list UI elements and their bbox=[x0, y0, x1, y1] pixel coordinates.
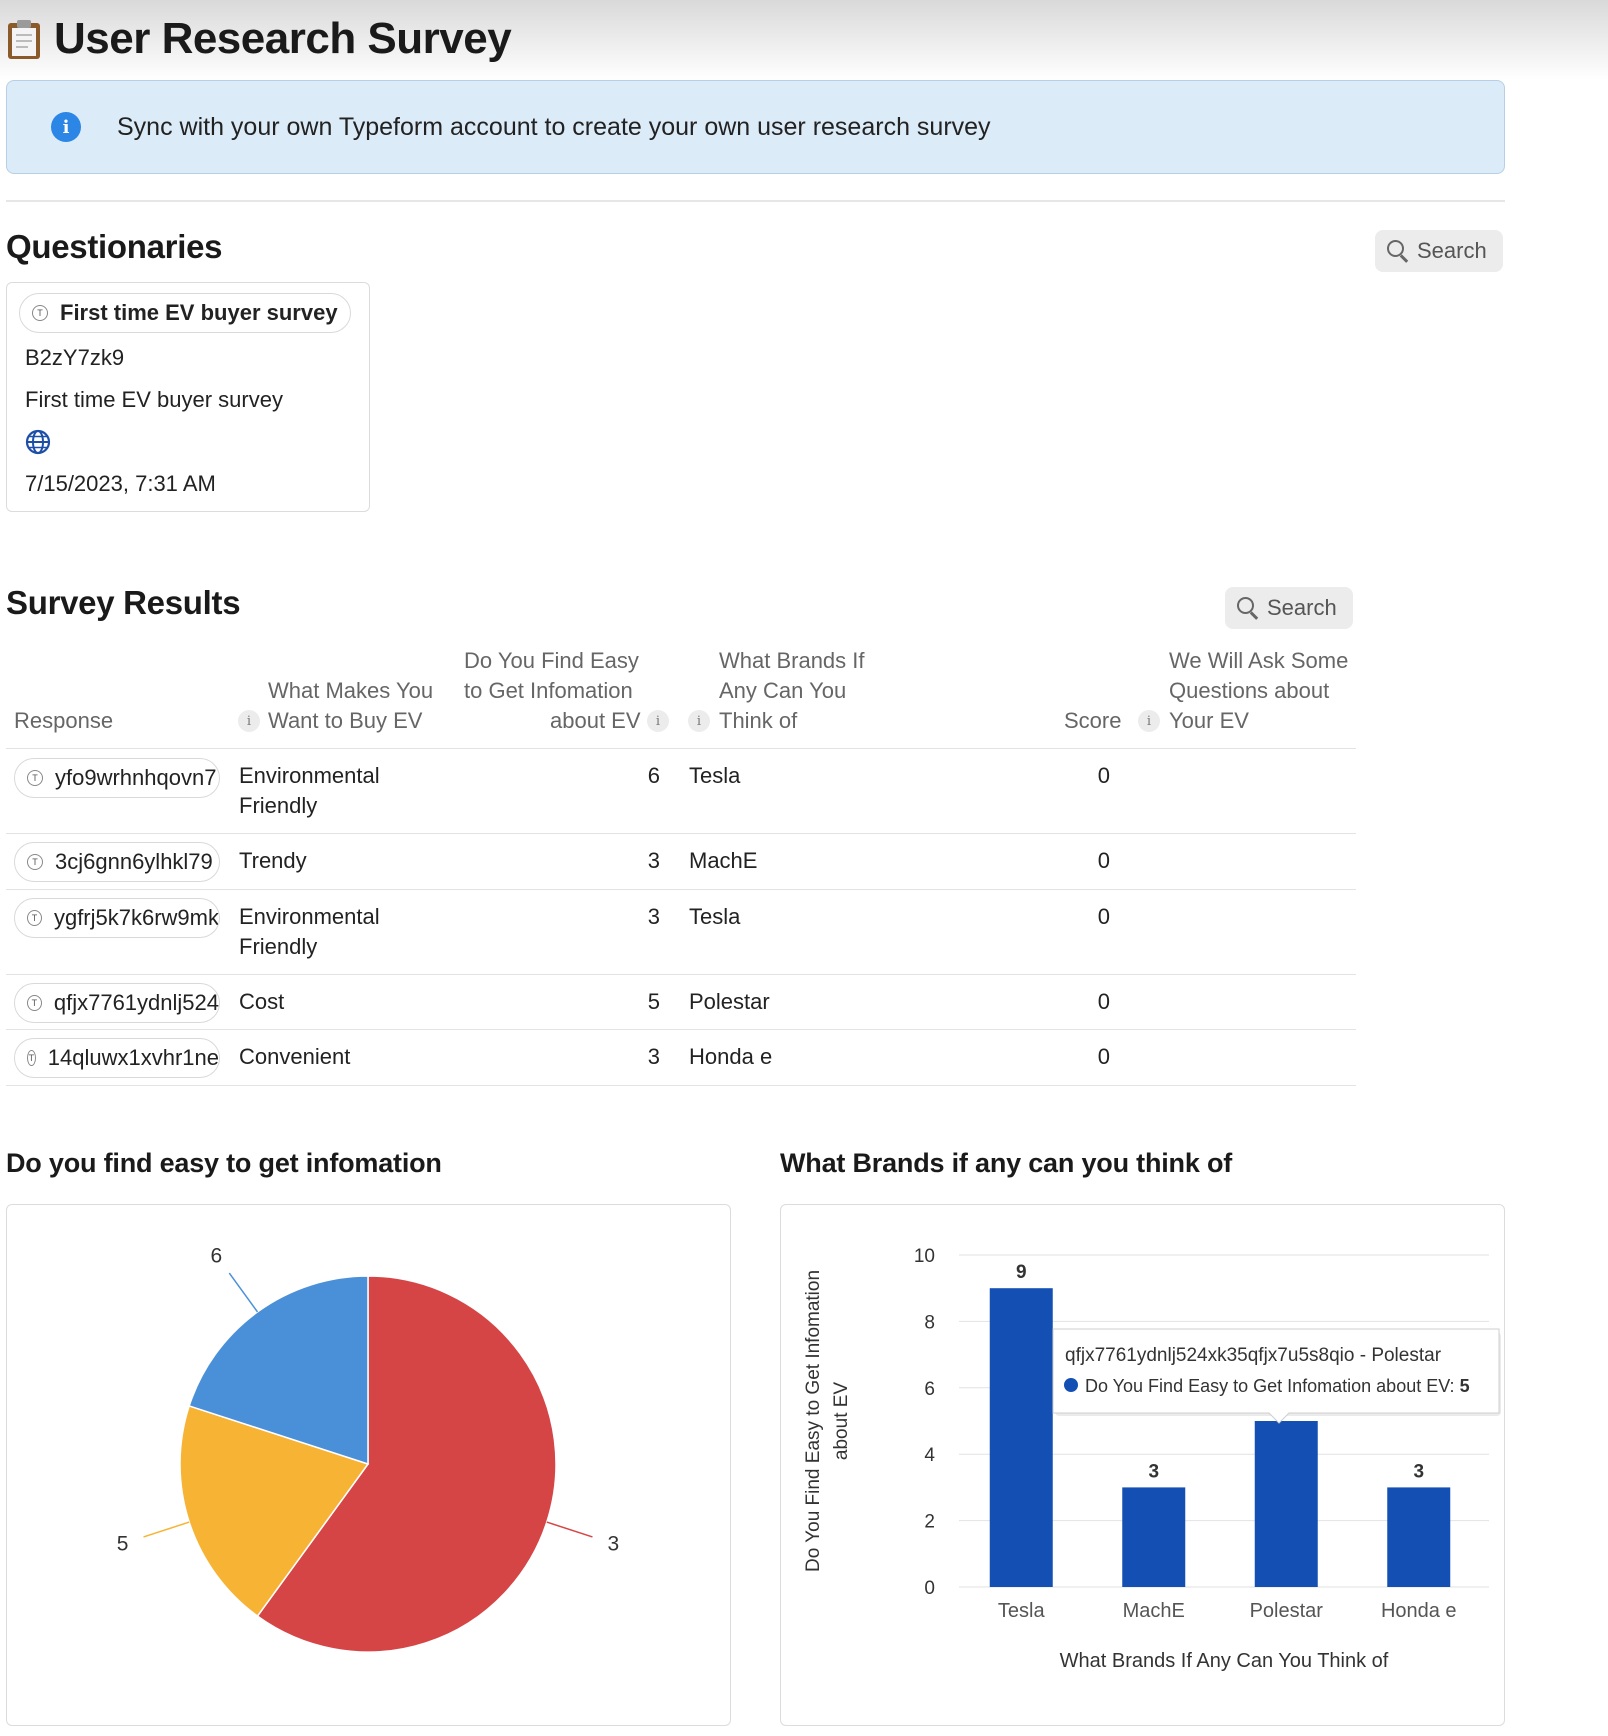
bar-chart-title: What Brands if any can you think of bbox=[780, 1148, 1233, 1178]
cell-brand: Tesla bbox=[689, 904, 741, 929]
pie-chart bbox=[7, 1205, 732, 1727]
row-divider bbox=[6, 889, 1356, 890]
pie-data-label: 3 bbox=[607, 1532, 620, 1556]
questionary-chip-label: First time EV buyer survey bbox=[60, 300, 338, 325]
row-divider bbox=[6, 748, 1356, 749]
banner-text: Sync with your own Typeform account to create your own user research survey bbox=[117, 112, 991, 141]
info-banner bbox=[6, 80, 1505, 174]
cell-makes: Friendly bbox=[239, 934, 318, 959]
cell-easy: 3 bbox=[647, 1044, 660, 1069]
cell-easy: 3 bbox=[647, 904, 660, 929]
questionary-chip[interactable] bbox=[19, 293, 351, 333]
bar-honda-e[interactable] bbox=[1387, 1487, 1450, 1587]
cell-score: 0 bbox=[1097, 763, 1110, 788]
cell-score: 0 bbox=[1097, 989, 1110, 1014]
info-icon[interactable]: i bbox=[1138, 710, 1160, 732]
col-header-easy-3[interactable]: about EV bbox=[550, 708, 641, 733]
info-icon[interactable]: i bbox=[647, 710, 669, 732]
questionaries-title: Questionaries bbox=[6, 228, 223, 265]
bar-chart-card bbox=[780, 1204, 1505, 1726]
tooltip-series: Do You Find Easy to Get Infomation about EV: 5 bbox=[1085, 1376, 1470, 1396]
col-header-brands-1[interactable]: What Brands If bbox=[719, 648, 865, 673]
cell-brand: Honda e bbox=[689, 1044, 773, 1069]
row-divider bbox=[6, 1085, 1356, 1086]
col-header-makes-1[interactable]: What Makes You bbox=[268, 678, 434, 703]
cell-score: 0 bbox=[1097, 848, 1110, 873]
col-header-ask-1[interactable]: We Will Ask Some bbox=[1169, 648, 1349, 673]
y-axis-label: Do You Find Easy to Get Infomation about EV bbox=[803, 1269, 852, 1573]
text-type-icon: T bbox=[27, 854, 43, 870]
cell-score: 0 bbox=[1097, 1044, 1110, 1069]
text-type-icon: T bbox=[32, 305, 48, 321]
text-type-icon: T bbox=[27, 910, 42, 926]
col-header-response[interactable]: Response bbox=[14, 708, 114, 733]
search-label: Search bbox=[1417, 238, 1487, 263]
x-tick-label: Polestar bbox=[1249, 1600, 1323, 1622]
questionary-id: B2zY7zk9 bbox=[25, 345, 125, 370]
page-title bbox=[6, 12, 511, 66]
bar-polestar[interactable] bbox=[1255, 1421, 1318, 1587]
cell-easy: 3 bbox=[647, 848, 660, 873]
response-chip[interactable] bbox=[14, 898, 220, 938]
bar-mache[interactable] bbox=[1122, 1487, 1185, 1587]
bar-tooltip bbox=[1053, 1329, 1501, 1423]
col-header-score[interactable]: Score bbox=[1064, 708, 1122, 733]
y-tick-label: 10 bbox=[913, 1246, 935, 1267]
response-chip[interactable] bbox=[14, 842, 220, 882]
bar-data-label: 9 bbox=[1015, 1262, 1027, 1284]
tooltip-series-dot bbox=[1064, 1378, 1078, 1392]
y-tick-label: 0 bbox=[924, 1578, 935, 1599]
col-header-brands-2[interactable]: Any Can You bbox=[719, 678, 847, 703]
pie-data-label: 6 bbox=[210, 1244, 223, 1268]
bar-chart bbox=[781, 1205, 1506, 1727]
info-icon[interactable]: i bbox=[688, 710, 710, 732]
col-header-brands-3[interactable]: Think of bbox=[719, 708, 798, 733]
divider bbox=[6, 200, 1505, 202]
cell-easy: 6 bbox=[647, 763, 660, 788]
survey-results-search-button[interactable] bbox=[1225, 587, 1353, 629]
text-type-icon: T bbox=[27, 995, 42, 1011]
response-id: 14qluwx1xvhr1ne bbox=[47, 1045, 219, 1070]
cell-makes: Environmental bbox=[239, 763, 380, 788]
questionaries-search-button[interactable] bbox=[1375, 230, 1503, 272]
cell-score: 0 bbox=[1097, 904, 1110, 929]
questionary-date: 7/15/2023, 7:31 AM bbox=[25, 471, 216, 496]
search-label: Search bbox=[1267, 595, 1337, 620]
questionary-name: First time EV buyer survey bbox=[25, 387, 283, 412]
col-header-ask-2[interactable]: Questions about bbox=[1169, 678, 1330, 703]
questionary-card[interactable] bbox=[6, 282, 370, 512]
text-type-icon: T bbox=[27, 770, 43, 786]
bar-data-label: 3 bbox=[1413, 1461, 1425, 1483]
pie-label-connector bbox=[144, 1522, 190, 1537]
text-type-icon: T bbox=[27, 1050, 36, 1066]
cell-brand: MachE bbox=[689, 848, 758, 873]
x-axis-label: What Brands If Any Can You Think of bbox=[1059, 1650, 1389, 1672]
cell-makes: Friendly bbox=[239, 793, 318, 818]
clipboard-icon bbox=[6, 18, 42, 60]
response-id: qfjx7761ydnlj524 bbox=[53, 990, 219, 1015]
cell-makes: Cost bbox=[239, 989, 285, 1014]
y-tick-label: 2 bbox=[924, 1511, 935, 1533]
col-header-easy-1[interactable]: Do You Find Easy bbox=[464, 648, 639, 673]
survey-results-title: Survey Results bbox=[6, 584, 241, 621]
search-icon bbox=[1387, 240, 1409, 262]
y-tick-label: 6 bbox=[924, 1378, 935, 1400]
info-icon[interactable]: i bbox=[238, 710, 260, 732]
x-tick-label: Honda e bbox=[1380, 1600, 1457, 1622]
cell-brand: Polestar bbox=[689, 989, 770, 1014]
pie-label-connector bbox=[229, 1273, 257, 1312]
col-header-makes-2[interactable]: Want to Buy EV bbox=[268, 708, 423, 733]
row-divider bbox=[6, 974, 1356, 975]
cell-makes: Convenient bbox=[239, 1044, 351, 1069]
cell-easy: 5 bbox=[647, 989, 660, 1014]
response-chip[interactable] bbox=[14, 983, 220, 1023]
response-chip[interactable] bbox=[14, 1038, 220, 1078]
x-tick-label: Tesla bbox=[997, 1600, 1045, 1622]
pie-chart-title: Do you find easy to get infomation bbox=[6, 1148, 442, 1178]
pie-data-label: 5 bbox=[116, 1532, 129, 1556]
bar-data-label: 3 bbox=[1148, 1461, 1160, 1483]
pie-chart-card bbox=[6, 1204, 731, 1726]
globe-icon[interactable] bbox=[25, 429, 51, 455]
bar-tesla[interactable] bbox=[990, 1288, 1053, 1587]
page-title-text: User Research Survey bbox=[54, 14, 512, 63]
info-icon: i bbox=[51, 112, 81, 142]
col-header-easy-2[interactable]: to Get Infomation bbox=[464, 678, 633, 703]
y-tick-label: 8 bbox=[924, 1312, 935, 1334]
tooltip-title: qfjx7761ydnlj524xk35qfjx7u5s8qio - Polestar bbox=[1065, 1345, 1442, 1366]
response-id: 3cj6gnn6ylhkl79 bbox=[55, 849, 213, 874]
response-id: yfo9wrhnhqovn7 bbox=[55, 765, 217, 790]
cell-brand: Tesla bbox=[689, 763, 741, 788]
row-divider bbox=[6, 833, 1356, 834]
response-id: ygfrj5k7k6rw9mk bbox=[53, 905, 219, 930]
y-tick-label: 4 bbox=[924, 1445, 935, 1467]
response-chip[interactable] bbox=[14, 758, 220, 798]
col-header-ask-3[interactable]: Your EV bbox=[1169, 708, 1249, 733]
x-tick-label: MachE bbox=[1122, 1600, 1185, 1622]
search-icon bbox=[1237, 597, 1259, 619]
row-divider bbox=[6, 1029, 1356, 1030]
tooltip-value: 5 bbox=[1459, 1376, 1470, 1396]
cell-makes: Environmental bbox=[239, 904, 380, 929]
pie-label-connector bbox=[547, 1522, 593, 1537]
cell-makes: Trendy bbox=[239, 848, 307, 873]
